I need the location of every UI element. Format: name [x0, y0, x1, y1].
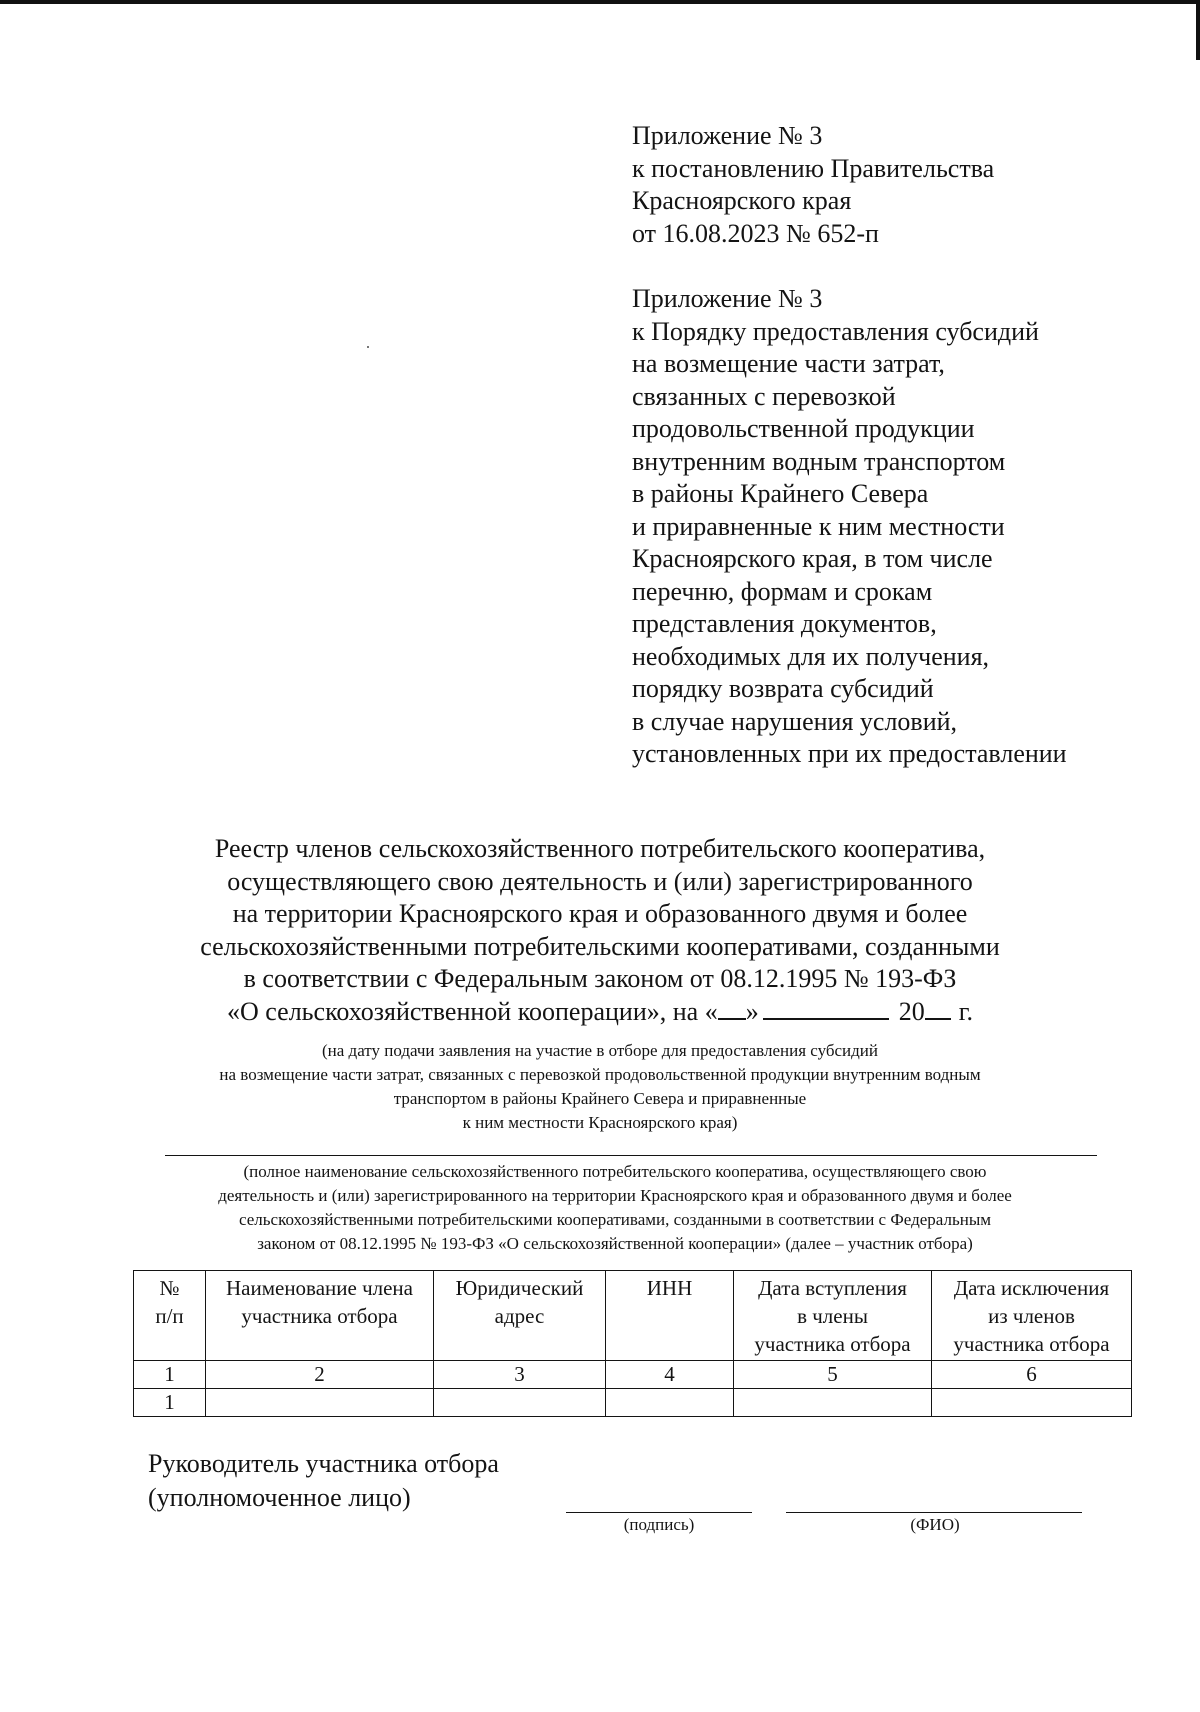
title-date-prefix: «О сельскохозяйственной кооперации», на « [227, 996, 718, 1026]
scan-speck [367, 346, 369, 348]
note-line: (на дату подачи заявления на участие в отборе для предоставления субсидий [322, 1041, 878, 1060]
appendix-line: установленных при их предоставлении [632, 739, 1067, 768]
document-title [120, 833, 1080, 1028]
title-note [120, 1039, 1080, 1135]
table-cell: 6 [932, 1361, 1132, 1389]
table-cell [734, 1389, 932, 1417]
title-line: на территории Красноярского края и образованного двумя и более [232, 899, 968, 928]
month-blank [763, 998, 889, 1020]
table-cell [434, 1389, 606, 1417]
appendix-line: Приложение № 3 [632, 121, 823, 150]
appendix-line: в районы Крайнего Севера [632, 479, 929, 508]
title-year-suffix: г. [958, 996, 973, 1026]
year-blank [925, 998, 951, 1020]
appendix-government-decree [632, 120, 994, 250]
day-blank [718, 998, 746, 1020]
signer-line: (уполномоченное лицо) [148, 1483, 411, 1512]
appendix-line: внутренним водным транспортом [632, 446, 1006, 476]
scan-edge-top [0, 0, 1200, 4]
table-cell [606, 1389, 734, 1417]
header-member-name: Наименование члена участника отбора [206, 1271, 434, 1361]
table-cell [932, 1389, 1132, 1417]
header-number: № п/п [134, 1271, 206, 1361]
note-line: на возмещение части затрат, связанных с перевозкой продовольственной продукции внутренним водным [219, 1065, 981, 1084]
member-registry-table [133, 1270, 1132, 1417]
full-name-line [786, 1512, 1082, 1513]
appendix-line: представления документов, [632, 609, 937, 638]
appendix-line: от 16.08.2023 № 652-п [632, 218, 879, 248]
title-line: в соответствии с Федеральным законом от 08.12.1995 № 193-ФЗ [243, 964, 957, 993]
appendix-line: продовольственной продукции [632, 414, 975, 443]
note-line: законом от 08.12.1995 № 193-ФЗ «О сельскохозяйственной кооперации» (далее – участник отбора) [257, 1234, 973, 1253]
header-exit-date: Дата исключения из членов участника отбора [932, 1271, 1132, 1361]
note-line: транспортом в районы Крайнего Севера и приравненные [393, 1089, 807, 1108]
table-cell: 1 [134, 1389, 206, 1417]
note-line: к ним местности Красноярского края) [462, 1113, 738, 1132]
appendix-line: связанных с перевозкой [632, 381, 896, 411]
signature-line [566, 1512, 752, 1513]
header-join-date: Дата вступления в члены участника отбора [734, 1271, 932, 1361]
appendix-line: необходимых для их получения, [632, 641, 990, 671]
note-line: сельскохозяйственными потребительскими кооперативами, созданными в соответствии с Федеральным [238, 1210, 991, 1229]
column-number-row [134, 1361, 1132, 1389]
signer-line: Руководитель участника отбора [148, 1449, 499, 1478]
appendix-line: к Порядку предоставления субсидий [632, 316, 1039, 346]
note-line: (полное наименование сельскохозяйственного потребительского кооператива, осуществляющего свою [243, 1162, 987, 1181]
appendix-line: Красноярского края, в том числе [632, 544, 993, 573]
appendix-line: в случае нарушения условий, [632, 706, 958, 736]
table-cell: 4 [606, 1361, 734, 1389]
appendix-line: на возмещение части затрат, [632, 349, 945, 378]
title-date-line [120, 996, 1080, 1029]
header-inn: ИНН [606, 1271, 734, 1361]
note-line: деятельность и (или) зарегистрированного на территории Красноярского края и образованного двумя и более [218, 1186, 1012, 1205]
table-cell: 1 [134, 1361, 206, 1389]
full-name-caption: (ФИО) [910, 1515, 960, 1534]
signer-block [148, 1447, 499, 1515]
cooperative-name-note [120, 1160, 1110, 1256]
title-year-prefix: 20 [898, 996, 925, 1026]
cooperative-name-rule [165, 1155, 1097, 1156]
table-cell [206, 1389, 434, 1417]
title-line: Реестр членов сельскохозяйственного потребительского кооператива, [214, 834, 986, 863]
table-header-row [134, 1271, 1132, 1361]
table-cell: 2 [206, 1361, 434, 1389]
appendix-line: и приравненные к ним местности [632, 511, 1005, 541]
table-cell: 3 [434, 1361, 606, 1389]
title-quote-close: » [745, 996, 759, 1026]
title-line: сельскохозяйственными потребительскими кооперативами, созданными [200, 931, 1000, 961]
appendix-line: Красноярского края [632, 186, 852, 215]
signature-caption: (подпись) [623, 1515, 695, 1534]
appendix-order [632, 283, 1067, 771]
title-line: осуществляющего свою деятельность и (или) зарегистрированного [227, 866, 973, 896]
appendix-line: Приложение № 3 [632, 284, 823, 313]
scan-edge-right [1196, 0, 1200, 60]
table-cell: 5 [734, 1361, 932, 1389]
appendix-line: порядку возврата субсидий [632, 674, 934, 703]
header-legal-address: Юридический адрес [434, 1271, 606, 1361]
appendix-line: к постановлению Правительства [632, 153, 995, 183]
appendix-line: перечню, формам и срокам [632, 576, 933, 606]
table-row [134, 1389, 1132, 1417]
